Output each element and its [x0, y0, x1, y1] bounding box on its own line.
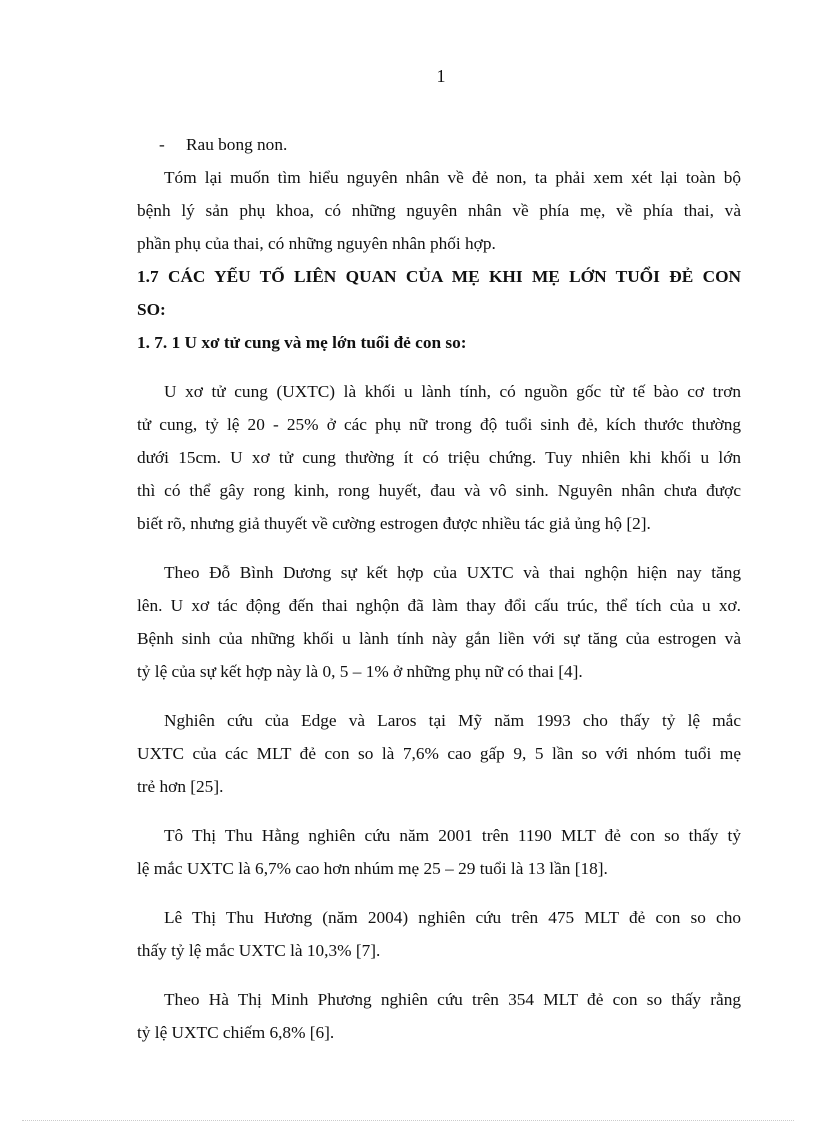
text-line: trẻ hơn [25].	[137, 777, 224, 796]
subsection-heading-1-7-1: 1. 7. 1 U xơ tử cung và mẹ lớn tuổi đẻ con so:	[137, 333, 467, 352]
text-line: thì có thể gây rong kinh, rong huyết, đau và vô sinh. Nguyên nhân chưa được	[137, 481, 741, 500]
text-line: tỷ lệ UXTC chiếm 6,8% [6].	[137, 1023, 335, 1042]
bullet-dash: -	[159, 135, 165, 154]
text-line: Tô Thị Thu Hằng nghiên cứu năm 2001 trên 1190 MLT đẻ con so thấy tỷ	[164, 826, 741, 845]
text-line: lên. U xơ tác động đến thai nghộn đã làm thay đổi cấu trúc, thể tích của u xơ.	[137, 596, 741, 615]
paragraph-5	[137, 901, 741, 967]
text-line: UXTC của các MLT đẻ con so là 7,6% cao gấp 9, 5 lần so với nhóm tuổi mẹ	[137, 744, 741, 763]
text-line: dưới 15cm. U xơ tử cung thường ít có triệu chứng. Tuy nhiên khi khối u lớn	[137, 448, 741, 467]
section-heading-1-7	[137, 260, 741, 326]
text-line: bệnh lý sản phụ khoa, có những nguyên nhân về phía mẹ, về phía thai, và	[137, 201, 741, 220]
text-line: tử cung, tỷ lệ 20 - 25% ở các phụ nữ trong độ tuổi sinh đẻ, kích thước thường	[137, 415, 741, 434]
text-line: Nghiên cứu của Edge và Laros tại Mỹ năm 1993 cho thấy tỷ lệ mắc	[164, 711, 741, 730]
text-line: Theo Hà Thị Minh Phương nghiên cứu trên 354 MLT đẻ con so thấy rằng	[164, 990, 741, 1009]
paragraph-3	[137, 704, 741, 803]
text-line: lệ mắc UXTC là 6,7% cao hơn nhúm mẹ 25 – 29 tuổi là 13 lần [18].	[137, 859, 608, 878]
text-line: biết rõ, nhưng giả thuyết về cường estrogen được nhiều tác giả ủng hộ [2].	[137, 514, 651, 533]
text-line: Tóm lại muốn tìm hiểu nguyên nhân về đẻ non, ta phải xem xét lại toàn bộ	[164, 168, 741, 187]
page-number: 1	[436, 66, 446, 86]
text-line: thấy tỷ lệ mắc UXTC là 10,3% [7].	[137, 941, 381, 960]
footer-divider	[22, 1120, 794, 1121]
bullet-text: Rau bong non.	[186, 135, 288, 154]
paragraph-6	[137, 983, 741, 1049]
text-line: Bệnh sinh của những khối u lành tính này gắn liền với sự tăng của estrogen và	[137, 629, 741, 648]
text-line: Lê Thị Thu Hương (năm 2004) nghiên cứu trên 475 MLT đẻ con so cho	[164, 908, 741, 927]
text-line: tỷ lệ của sự kết hợp này là 0, 5 – 1% ở những phụ nữ có thai [4].	[137, 662, 583, 681]
heading-line: SO:	[137, 300, 166, 319]
text-line: Theo Đỗ Bình Dương sự kết hợp của UXTC và thai nghộn hiện nay tăng	[164, 563, 741, 582]
paragraph-2	[137, 556, 741, 688]
paragraph-4	[137, 819, 741, 885]
document-body	[137, 128, 741, 1049]
bullet-item	[137, 128, 741, 161]
text-line: phần phụ của thai, có những nguyên nhân phối hợp.	[137, 234, 496, 253]
paragraph-intro	[137, 161, 741, 260]
heading-line: 1.7 CÁC YẾU TỐ LIÊN QUAN CỦA MẸ KHI MẸ LỚN TUỔI ĐẺ CON	[137, 267, 741, 286]
paragraph-1	[137, 375, 741, 540]
text-line: U xơ tử cung (UXTC) là khối u lành tính, có nguồn gốc từ tế bào cơ trơn	[164, 382, 741, 401]
